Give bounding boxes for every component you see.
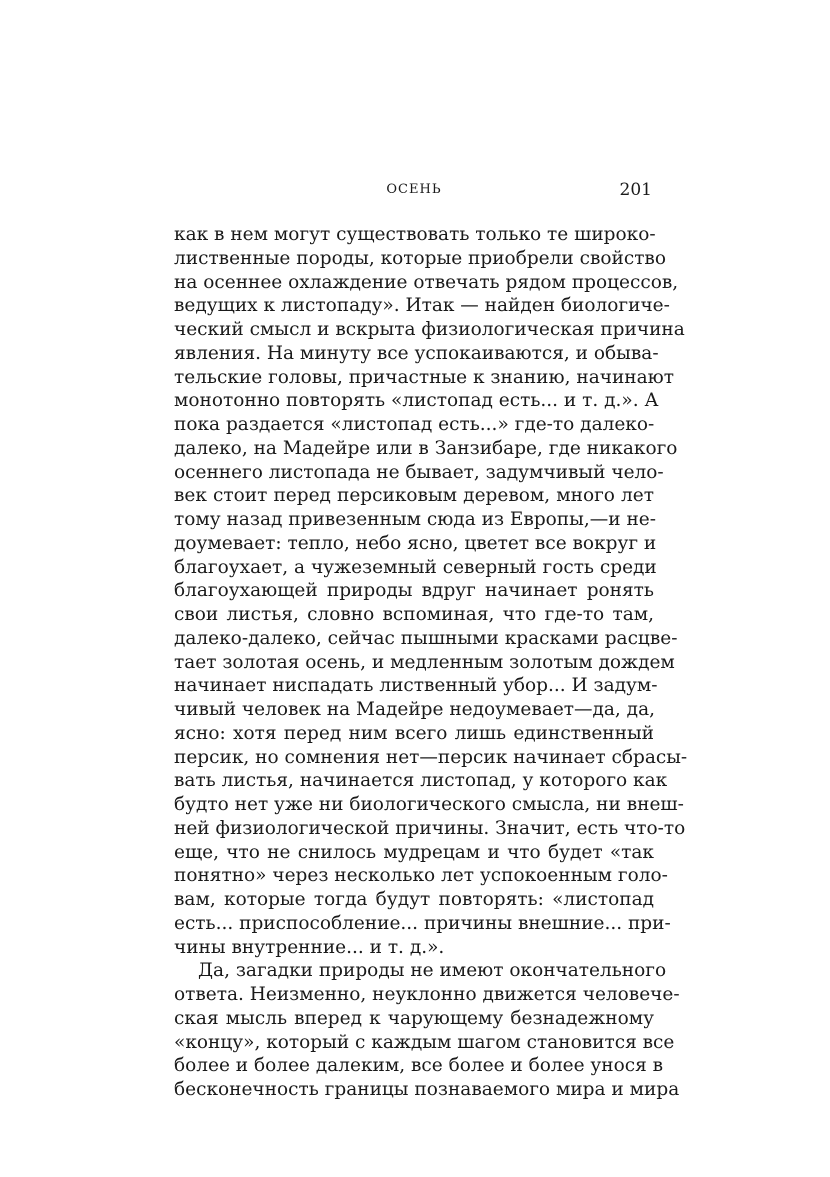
text-line: тельские головы, причастные к знанию, начинают — [174, 366, 674, 388]
text-line: ясно: хотя перед ним всего лишь единственный — [174, 722, 654, 744]
text-line: доумевает: тепло, небо ясно, цветет все вокруг и — [174, 532, 657, 554]
text-line: персик, но сомнения нет—персик начинает сбрасы- — [174, 746, 688, 768]
text-line: лиственные породы, которые приобрели свойство — [174, 247, 666, 269]
text-line: на осеннее охлаждение отвечать рядом процессов, — [174, 271, 679, 293]
text-line: вать листья, начинается листопад, у которого как — [174, 770, 668, 792]
text-line: осеннего листопада не бывает, задумчивый чело- — [174, 461, 664, 483]
page-number: 201 — [619, 180, 652, 200]
text-line: как в нем могут существовать только те широко- — [174, 224, 656, 245]
text-line: чивый человек на Мадейре недоумевает—да, да, — [174, 699, 655, 720]
text-line: пока раздается «листопад есть...» где-то далеко- — [174, 414, 655, 435]
text-line: век стоит перед персиковым деревом, много лет — [174, 485, 654, 507]
text-line: еще, что не снилось мудрецам и что будет «так — [174, 841, 654, 863]
text-line: «концу», который с каждым шагом становится все — [174, 1031, 675, 1053]
text-line: явления. На минуту все успокаиваются, и обыва- — [174, 342, 659, 364]
body-text — [174, 223, 688, 1102]
text-line: более и более далеким, все более и более унося в — [174, 1055, 664, 1077]
text-line: начинает ниспадать лиственный убор... И задум- — [174, 675, 658, 697]
text-line: есть... приспособление... причины внешние... при- — [174, 912, 671, 934]
text-line: монотонно повторять «листопад есть... и т. д.». А — [174, 390, 659, 412]
text-line: ведущих к листопаду». Итак — найден биологиче- — [174, 295, 670, 317]
text-line: тает золотая осень, и медленным золотым дождем — [174, 651, 675, 673]
paragraph — [174, 959, 680, 1102]
text-line: вам, которые тогда будут повторять: «листопад — [174, 889, 654, 910]
text-line: далеко-далеко, сейчас пышными красками расцве- — [174, 627, 678, 649]
text-line: чины внутренние... и т. д.». — [174, 936, 445, 958]
text-line: ответа. Неизменно, неуклонно движется человече- — [174, 984, 680, 1005]
paragraph — [174, 223, 688, 959]
text-line: Да, загадки природы не имеют окончательного — [198, 960, 667, 982]
text-line: тому назад привезенным сюда из Европы,—и не- — [174, 509, 656, 530]
text-line: ней физиологической причины. Значит, есть что-то — [174, 817, 686, 839]
text-line: ская мысль вперед к чарующему безнадежному — [174, 1007, 654, 1029]
text-line: бесконечность границы познаваемого мира и мира — [174, 1079, 680, 1100]
text-line: будто нет уже ни биологического смысла, ни внеш- — [174, 794, 684, 815]
text-line: благоухающей природы вдруг начинает ронять — [174, 580, 654, 602]
text-line: благоухает, а чужеземный северный гость среди — [174, 556, 657, 578]
text-line: свои листья, словно вспоминая, что где-то там, — [174, 604, 654, 625]
running-head — [174, 180, 654, 204]
text-line: далеко, на Мадейре или в Занзибаре, где никакого — [174, 437, 678, 459]
text-line: ческий смысл и вскрыта физиологическая причина — [174, 319, 685, 340]
text-line: понятно» через несколько лет успокоенным голо- — [174, 865, 668, 887]
running-title: ОСЕНЬ — [386, 182, 442, 197]
